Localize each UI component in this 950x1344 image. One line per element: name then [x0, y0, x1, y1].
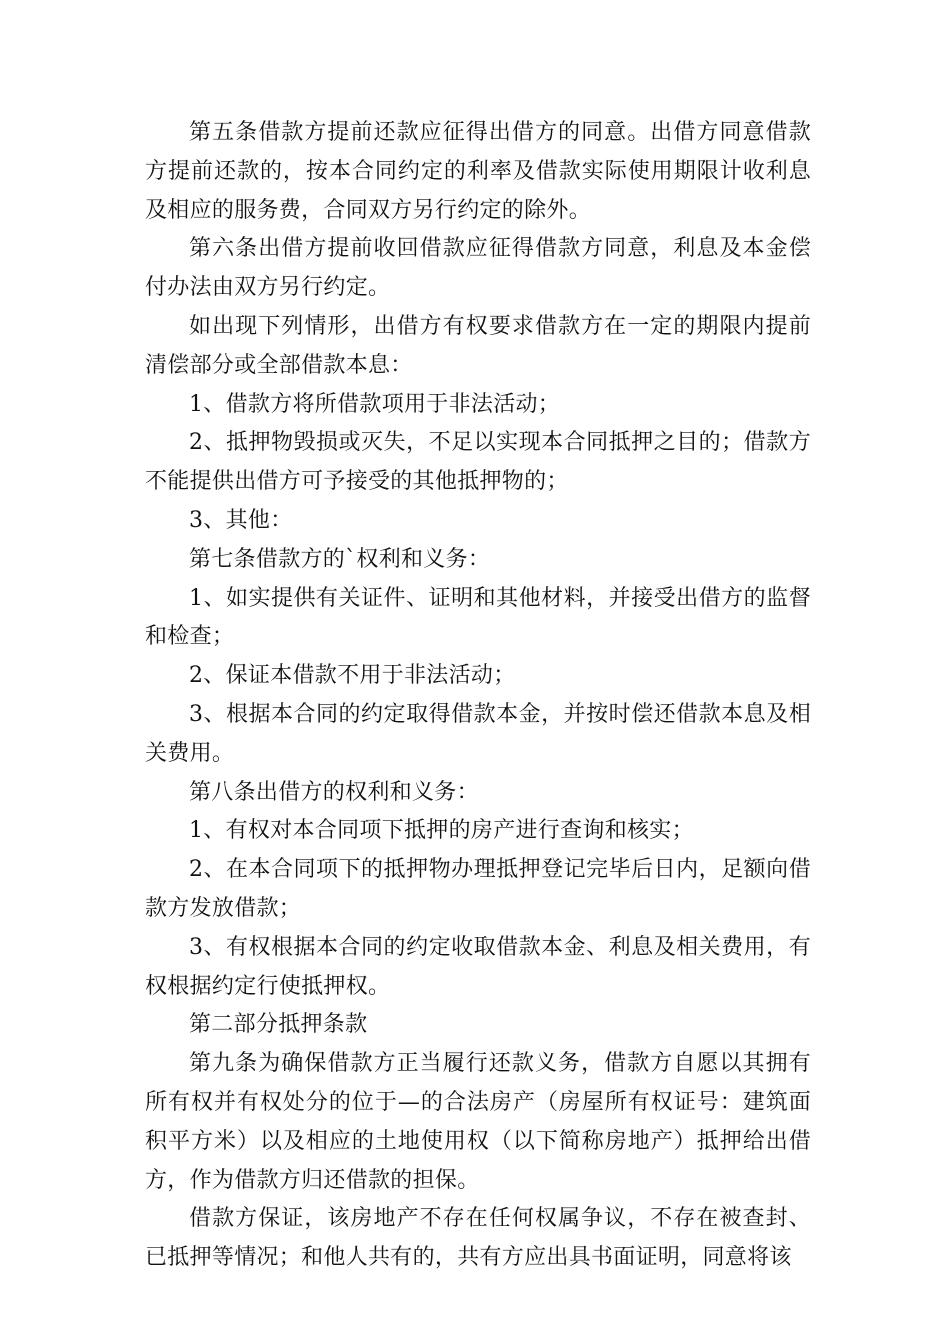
list-item-condition-1: 1、借款方将所借款项用于非法活动；: [189, 391, 561, 417]
paragraph-article-5: 第五条借款方提前还款应征得出借方的同意。出借方同意借款方提前还款的，按本合同约定的利率及借款实际使用期限计收利息及相应的服务费，合同双方另行约定的除外。: [145, 120, 811, 223]
list-item-lender-duty-3: 3、有权根据本合同的约定收取借款本金、利息及相关费用，有权根据约定行使抵押权。: [145, 934, 811, 999]
document-body: [145, 114, 811, 1278]
section-heading-part-2: 第二部分抵押条款: [189, 1012, 368, 1038]
list-item-borrower-duty-3: 3、根据本合同的约定取得借款本金，并按时偿还借款本息及相关费用。: [145, 701, 811, 766]
list-item-condition-3: 3、其他：: [189, 507, 293, 533]
paragraph-early-repayment-conditions: 如出现下列情形，出借方有权要求借款方在一定的期限内提前清偿部分或全部借款本息：: [145, 313, 811, 378]
paragraph-article-8: 第八条出借方的权利和义务：: [189, 779, 479, 805]
list-item-borrower-duty-1: 1、如实提供有关证件、证明和其他材料，并接受出借方的监督和检查；: [145, 585, 811, 650]
paragraph-article-6: 第六条出借方提前收回借款应征得借款方同意，利息及本金偿付办法由双方另行约定。: [145, 236, 811, 301]
paragraph-article-7: 第七条借款方的`权利和义务：: [189, 546, 491, 572]
list-item-lender-duty-2: 2、在本合同项下的抵押物办理抵押登记完毕后日内，足额向借款方发放借款；: [145, 857, 811, 921]
list-item-borrower-duty-2: 2、保证本借款不用于非法活动；: [189, 663, 516, 689]
list-item-lender-duty-1: 1、有权对本合同项下抵押的房产进行查询和核实；: [189, 818, 694, 844]
list-item-condition-2: 2、抵押物毁损或灭失，不足以实现本合同抵押之目的；借款方不能提供出借方可予接受的其他抵押物的；: [145, 430, 811, 495]
paragraph-borrower-guarantee: 借款方保证，该房地产不存在任何权属争议，不存在被查封、已抵押等情况；和他人共有的，共有方应出具书面证明，同意将该: [145, 1206, 811, 1271]
paragraph-article-9: 第九条为确保借款方正当履行还款义务，借款方自愿以其拥有所有权并有权处分的位于—的合法房产（房屋所有权证号：建筑面积平方米）以及相应的土地使用权（以下简称房地产）抵押给出借方，作为借款方归还借款的担保。: [145, 1051, 811, 1193]
